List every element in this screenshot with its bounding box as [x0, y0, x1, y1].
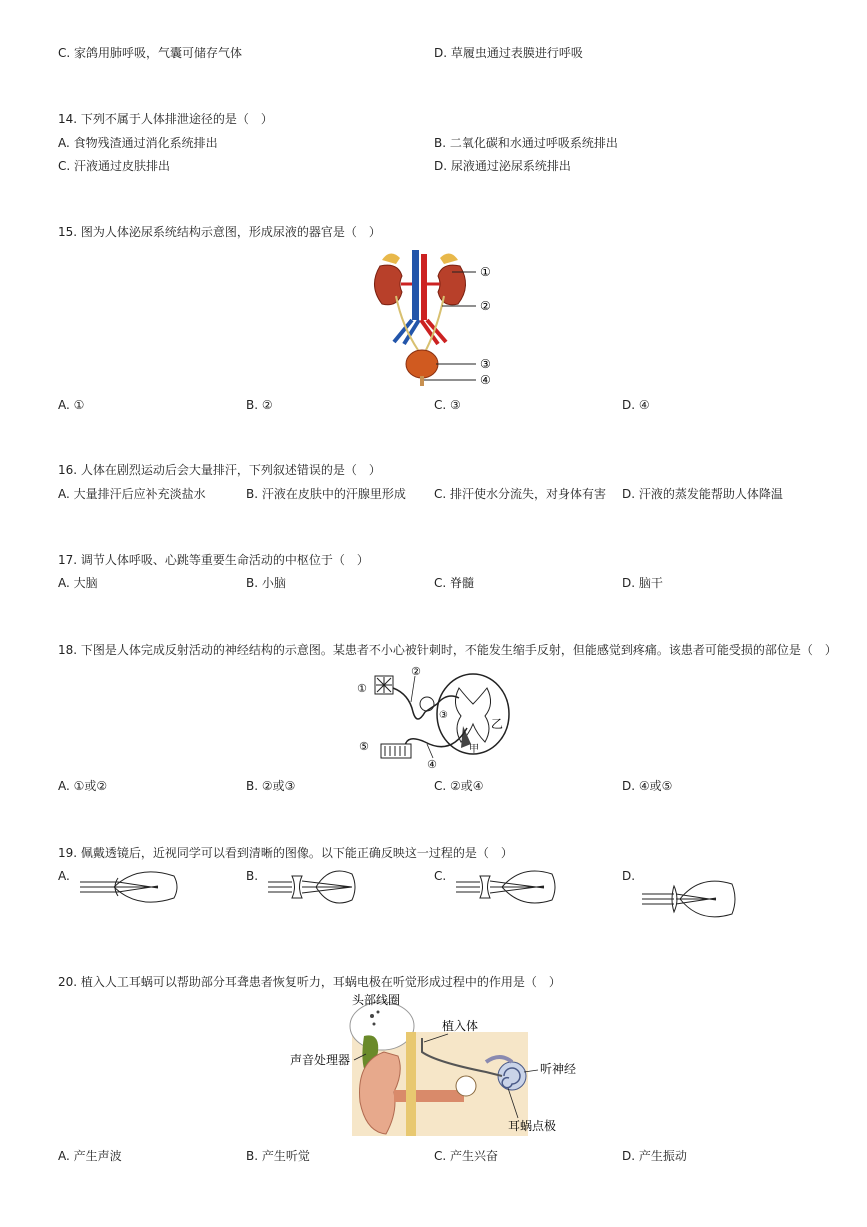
- adrenal-gland-right: [440, 253, 458, 264]
- q14-option-a: A. 食物残渣通过消化系统排出: [58, 136, 218, 150]
- q18-stem: 18. 下图是人体完成反射活动的神经结构的示意图。某患者不小心被针刺时，不能发生缩手反射，但能感觉到疼痛。该患者可能受损的部位是（ ）: [58, 643, 837, 657]
- q17-option-b: B. 小脑: [246, 576, 286, 590]
- q20-label-nerve: 听神经: [540, 1062, 577, 1076]
- q13-option-c: C. 家鸽用肺呼吸，气囊可储存气体: [58, 46, 243, 60]
- skull: [406, 1032, 416, 1136]
- q18-label-yi: 乙: [491, 717, 504, 731]
- q16-option-c: C. 排汗使水分流失，对身体有害: [434, 487, 607, 501]
- ear-canal: [394, 1090, 464, 1102]
- q18-label-3: ③: [439, 710, 448, 721]
- reflex-arc-figure: [355, 664, 515, 774]
- bladder: [406, 350, 438, 378]
- q18-option-c: C. ②或④: [434, 779, 484, 793]
- q20-stem: 20. 植入人工耳蜗可以帮助部分耳聋患者恢复听力，耳蜗电极在听觉形成过程中的作用是（ ）: [58, 975, 561, 989]
- q18-option-b: B. ②或③: [246, 779, 296, 793]
- vena-cava: [412, 250, 419, 320]
- q13-option-d: D. 草履虫通过表膜进行呼吸: [434, 46, 583, 60]
- q20-label-coil: 头部线圈: [352, 993, 401, 1007]
- q17-option-c: C. 脊髓: [434, 576, 475, 590]
- urethra: [420, 376, 424, 386]
- eye-diagram-c: [454, 866, 560, 908]
- q20-label-processor: 声音处理器: [290, 1053, 351, 1067]
- q15-option-a: A. ①: [58, 398, 85, 412]
- q18-label-5: ⑤: [359, 740, 369, 753]
- eye-diagram-b: [266, 866, 366, 908]
- q16-stem: 16. 人体在剧烈运动后会大量排汗，下列叙述错误的是（ ）: [58, 463, 381, 477]
- q19-stem: 19. 佩戴透镜后，近视同学可以看到清晰的图像。以下能正确反映这一过程的是（ ）: [58, 846, 513, 860]
- urinary-system-figure: [368, 246, 498, 388]
- concave-lens: [292, 876, 302, 898]
- eye-diagram-d: [640, 876, 740, 922]
- q18-label-1: ①: [357, 682, 367, 695]
- concave-lens-c: [480, 876, 490, 898]
- ganglion: [420, 697, 434, 711]
- q18-label-4: ④: [427, 758, 437, 771]
- q18-label-2: ②: [411, 665, 421, 678]
- q18-option-d: D. ④或⑤: [622, 779, 673, 793]
- q20-label-electrode: 耳蜗点极: [508, 1119, 557, 1133]
- q20-label-implant: 植入体: [442, 1019, 479, 1033]
- q16-option-b: B. 汗液在皮肤中的汗腺里形成: [246, 487, 406, 501]
- q15-option-d: D. ④: [622, 398, 650, 412]
- q14-option-b: B. 二氧化碳和水通过呼吸系统排出: [434, 136, 618, 150]
- q19-option-d: D.: [622, 869, 636, 883]
- q15-stem: 15. 图为人体泌尿系统结构示意图，形成尿液的器官是（ ）: [58, 225, 381, 239]
- q19-option-c: C.: [434, 869, 447, 883]
- q18-option-a: A. ①或②: [58, 779, 108, 793]
- q16-option-a: A. 大量排汗后应补充淡盐水: [58, 487, 206, 501]
- q20-option-b: B. 产生听觉: [246, 1149, 310, 1163]
- aorta: [421, 254, 427, 320]
- adrenal-gland-left: [382, 253, 400, 264]
- cochlear-implant-figure: [286, 992, 586, 1138]
- q15-label-4: ④: [480, 373, 491, 387]
- q17-stem: 17. 调节人体呼吸、心跳等重要生命活动的中枢位于（ ）: [58, 553, 369, 567]
- q19-option-a: A.: [58, 869, 70, 883]
- q17-option-d: D. 脑干: [622, 576, 663, 590]
- q19-option-b: B.: [246, 869, 259, 883]
- q18-label-jia: 甲: [469, 744, 479, 755]
- eye-diagram-a: [78, 866, 178, 908]
- q15-label-3: ③: [480, 357, 491, 371]
- head-coil: [350, 1002, 414, 1050]
- kidney-left: [374, 265, 402, 305]
- q14-option-d: D. 尿液通过泌尿系统排出: [434, 159, 571, 173]
- q14-stem: 14. 下列不属于人体排泄途径的是（ ）: [58, 112, 273, 126]
- q15-label-2: ②: [480, 299, 491, 313]
- q20-option-a: A. 产生声波: [58, 1149, 122, 1163]
- q20-option-d: D. 产生振动: [622, 1149, 687, 1163]
- q15-label-1: ①: [480, 265, 491, 279]
- q20-option-c: C. 产生兴奋: [434, 1149, 499, 1163]
- kidney-right: [438, 265, 466, 305]
- q15-option-c: C. ③: [434, 398, 461, 412]
- q15-option-b: B. ②: [246, 398, 273, 412]
- middle-ear: [456, 1076, 476, 1096]
- q16-option-d: D. 汗液的蒸发能帮助人体降温: [622, 487, 783, 501]
- q17-option-a: A. 大脑: [58, 576, 98, 590]
- q14-option-c: C. 汗液通过皮肤排出: [58, 159, 171, 173]
